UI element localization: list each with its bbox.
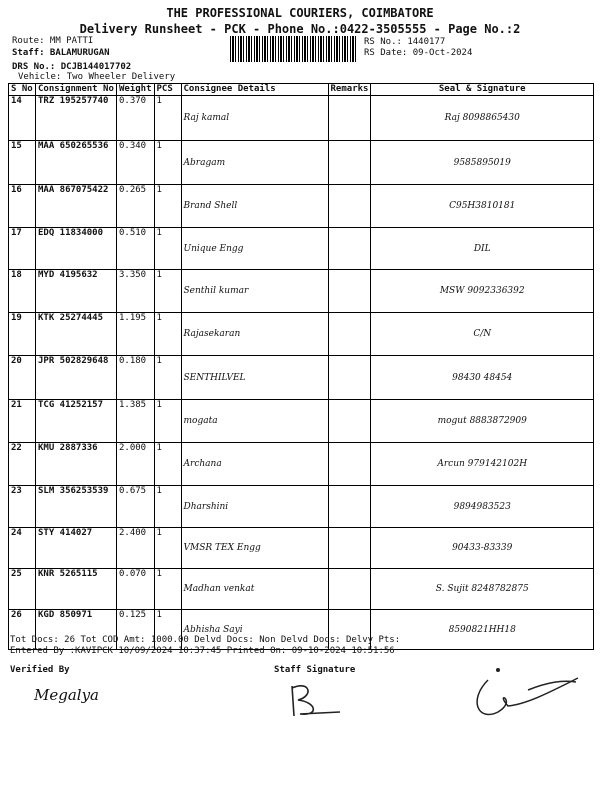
row-consignment-no: MYD 4195632: [36, 270, 117, 313]
row-remarks: [328, 228, 371, 270]
col-pcs: PCS: [154, 84, 181, 96]
row-consignee: Brand Shell: [181, 185, 328, 228]
row-weight: 1.385: [117, 400, 155, 443]
table-row: [9, 141, 594, 185]
row-remarks: [328, 313, 371, 356]
row-consignment-no: STY 414027: [36, 528, 117, 569]
table-body: [9, 96, 594, 650]
vehicle-label: Vehicle: Two Wheeler Delivery: [18, 72, 176, 82]
row-seal-signature: 98430 48454: [371, 356, 594, 400]
row-consignment-no: TRZ 195257740: [36, 96, 117, 141]
row-weight: 0.675: [117, 486, 155, 528]
row-sno: 23: [9, 486, 36, 528]
row-sno: 21: [9, 400, 36, 443]
row-remarks: [328, 185, 371, 228]
row-remarks: [328, 356, 371, 400]
row-consignment-no: JPR 502829648: [36, 356, 117, 400]
row-pcs: 1: [154, 400, 181, 443]
row-weight: 3.350: [117, 270, 155, 313]
row-sno: 15: [9, 141, 36, 185]
table-row: [9, 228, 594, 270]
row-pcs: 1: [154, 486, 181, 528]
row-pcs: 1: [154, 228, 181, 270]
table-row: [9, 443, 594, 486]
row-consignment-no: EDQ 11834000: [36, 228, 117, 270]
row-consignee: Abragam: [181, 141, 328, 185]
row-consignment-no: KMU 2887336: [36, 443, 117, 486]
row-pcs: 1: [154, 96, 181, 141]
row-remarks: [328, 486, 371, 528]
footer-entered: Entered By :KAVIPCK 10/09/2024 10:37:45 Printed On: 09-10-2024 10:51:56: [10, 646, 395, 656]
col-seal: Seal & Signature: [371, 84, 594, 96]
row-weight: 0.510: [117, 228, 155, 270]
row-seal-signature: 9894983523: [371, 486, 594, 528]
table-row: [9, 528, 594, 569]
row-remarks: [328, 443, 371, 486]
col-consignee: Consignee Details: [181, 84, 328, 96]
barcode: [230, 36, 356, 62]
row-remarks: [328, 569, 371, 610]
row-sno: 25: [9, 569, 36, 610]
row-seal-signature: C/N: [371, 313, 594, 356]
row-seal-signature: Arcun 979142102H: [371, 443, 594, 486]
row-seal-signature: 9585895019: [371, 141, 594, 185]
row-seal-signature: mogut 8883872909: [371, 400, 594, 443]
footer-totals: Tot Docs: 26 Tot COD Amt: 1000.00 Delvd Docs: Non Delvd Docs: Delvy Pts:: [10, 635, 401, 645]
row-seal-signature: DIL: [371, 228, 594, 270]
row-consignee: Abhisha Sayi: [181, 610, 328, 650]
row-consignment-no: MAA 867075422: [36, 185, 117, 228]
row-sno: 24: [9, 528, 36, 569]
rs-number: RS No.: 1440177: [364, 37, 446, 47]
row-remarks: [328, 96, 371, 141]
row-sno: 18: [9, 270, 36, 313]
staff-signature-scribble: [458, 660, 588, 730]
row-pcs: 1: [154, 528, 181, 569]
row-seal-signature: 8590821HH18: [371, 610, 594, 650]
row-weight: 0.070: [117, 569, 155, 610]
col-weight: Weight: [117, 84, 155, 96]
row-remarks: [328, 400, 371, 443]
row-weight: 0.370: [117, 96, 155, 141]
table-row: [9, 569, 594, 610]
row-sno: 16: [9, 185, 36, 228]
row-remarks: [328, 528, 371, 569]
company-title: THE PROFESSIONAL COURIERS, COIMBATORE: [166, 6, 434, 20]
row-weight: 0.265: [117, 185, 155, 228]
route-label: Route: MM PATTI: [12, 36, 94, 46]
row-weight: 2.000: [117, 443, 155, 486]
row-consignee: mogata: [181, 400, 328, 443]
row-sno: 14: [9, 96, 36, 141]
row-consignment-no: MAA 650265536: [36, 141, 117, 185]
row-sno: 26: [9, 610, 36, 650]
row-consignee: Madhan venkat: [181, 569, 328, 610]
row-consignee: Raj kamal: [181, 96, 328, 141]
row-seal-signature: 90433-83339: [371, 528, 594, 569]
row-consignee: Unique Engg: [181, 228, 328, 270]
table-row: [9, 356, 594, 400]
row-consignee: Archana: [181, 443, 328, 486]
row-weight: 1.195: [117, 313, 155, 356]
row-sno: 20: [9, 356, 36, 400]
row-remarks: [328, 270, 371, 313]
row-consignment-no: KTK 25274445: [36, 313, 117, 356]
row-consignee: Senthil kumar: [181, 270, 328, 313]
row-seal-signature: Raj 8098865430: [371, 96, 594, 141]
row-consignment-no: TCG 41252157: [36, 400, 117, 443]
row-weight: 0.180: [117, 356, 155, 400]
col-consignment: Consignment No: [36, 84, 117, 96]
row-pcs: 1: [154, 185, 181, 228]
row-pcs: 1: [154, 610, 181, 650]
row-consignment-no: KNR 5265115: [36, 569, 117, 610]
row-seal-signature: MSW 9092336392: [371, 270, 594, 313]
row-weight: 0.340: [117, 141, 155, 185]
staff-signature-label: Staff Signature: [274, 665, 356, 675]
runsheet-subtitle: Delivery Runsheet - PCK - Phone No.:0422-3505555 - Page No.:2: [79, 22, 521, 36]
rs-date: RS Date: 09-Oct-2024: [364, 48, 473, 58]
row-pcs: 1: [154, 443, 181, 486]
table-row: [9, 313, 594, 356]
row-weight: 2.400: [117, 528, 155, 569]
table-row: [9, 270, 594, 313]
table-row: [9, 185, 594, 228]
row-consignee: Rajasekaran: [181, 313, 328, 356]
col-remarks: Remarks: [328, 84, 371, 96]
row-pcs: 1: [154, 569, 181, 610]
staff-signature-mark: [280, 672, 360, 722]
table-row: [9, 486, 594, 528]
staff-label: Staff: BALAMURUGAN: [12, 48, 110, 58]
row-pcs: 1: [154, 313, 181, 356]
row-remarks: [328, 141, 371, 185]
row-seal-signature: S. Sujit 8248782875: [371, 569, 594, 610]
verified-signature: Megalya: [34, 686, 99, 704]
row-pcs: 1: [154, 356, 181, 400]
runsheet-table: [8, 83, 594, 650]
row-seal-signature: C95H3810181: [371, 185, 594, 228]
drs-number: DRS No.: DCJB144017702: [12, 62, 132, 72]
table-row: [9, 96, 594, 141]
row-consignee: Dharshini: [181, 486, 328, 528]
row-sno: 22: [9, 443, 36, 486]
row-sno: 17: [9, 228, 36, 270]
row-consignee: VMSR TEX Engg: [181, 528, 328, 569]
table-header-row: [9, 84, 594, 96]
row-pcs: 1: [154, 141, 181, 185]
row-consignment-no: KGD 850971: [36, 610, 117, 650]
row-pcs: 1: [154, 270, 181, 313]
verified-by-label: Verified By: [10, 665, 70, 675]
row-weight: 0.125: [117, 610, 155, 650]
col-sno: S No: [9, 84, 36, 96]
table-row: [9, 400, 594, 443]
row-sno: 19: [9, 313, 36, 356]
row-consignee: SENTHILVEL: [181, 356, 328, 400]
row-consignment-no: SLM 356253539: [36, 486, 117, 528]
